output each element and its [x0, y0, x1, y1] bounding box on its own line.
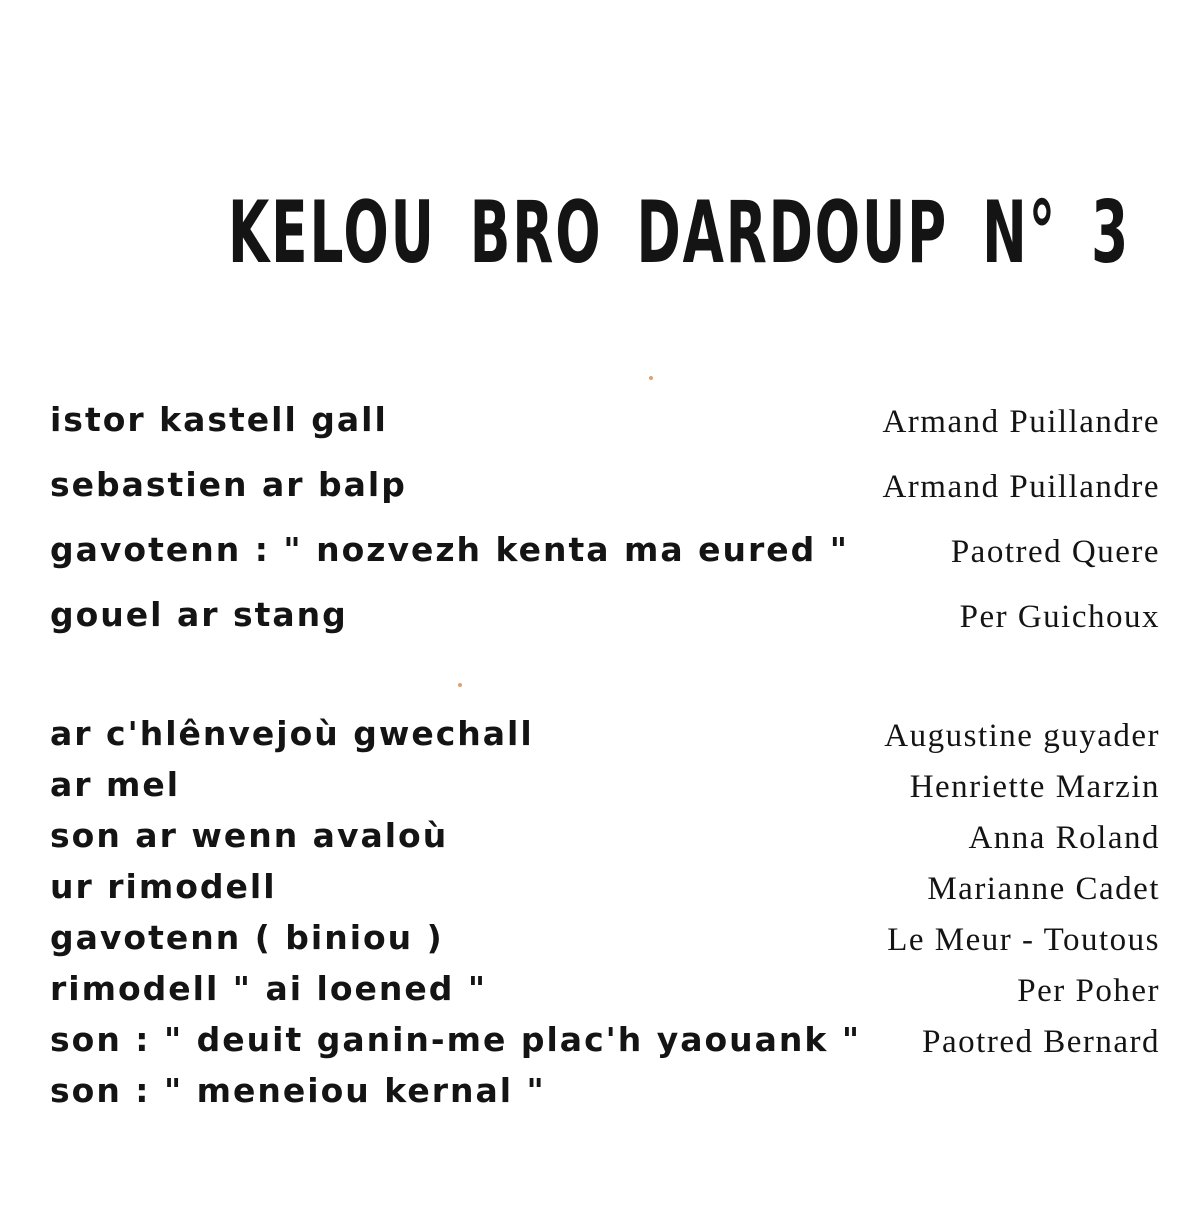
paper-speck: [649, 376, 653, 380]
track-row: [50, 463, 1160, 528]
tracklist-side-a: [50, 398, 1160, 658]
track-artist: Marianne Cadet: [927, 871, 1160, 907]
track-title: gouel ar stang: [50, 595, 348, 634]
track-title: son : " meneiou kernal ": [50, 1071, 546, 1110]
track-row: [50, 967, 1160, 1018]
track-artist: Per Poher: [1017, 973, 1160, 1009]
track-artist: Armand Puillandre: [882, 469, 1160, 505]
track-row: [50, 1069, 1160, 1120]
track-artist: Le Meur - Toutous: [887, 922, 1160, 958]
track-title: son : " deuit ganin-me plac'h yaouank ": [50, 1020, 862, 1059]
track-row: [50, 1018, 1160, 1069]
track-row: [50, 814, 1160, 865]
track-title: son ar wenn avaloù: [50, 816, 449, 855]
track-row: [50, 712, 1160, 763]
track-title: gavotenn : " nozvezh kenta ma eured ": [50, 530, 849, 569]
track-title: sebastien ar balp: [50, 465, 407, 504]
track-artist: Paotred Quere: [950, 534, 1160, 570]
track-title: rimodell " ai loened ": [50, 969, 488, 1008]
track-row: [50, 528, 1160, 593]
track-row: [50, 763, 1160, 814]
track-title: ur rimodell: [50, 867, 277, 906]
track-row: [50, 398, 1160, 463]
track-artist: Anna Roland: [968, 820, 1160, 856]
track-title: ar mel: [50, 765, 181, 804]
paper-speck: [458, 683, 462, 687]
track-row: [50, 916, 1160, 967]
track-artist: Henriette Marzin: [909, 769, 1160, 805]
track-title: gavotenn ( biniou ): [50, 918, 444, 957]
track-title: ar c'hlênvejoù gwechall: [50, 714, 534, 753]
track-artist: Per Guichoux: [959, 599, 1160, 635]
page-title: KELOU BRO DARDOUP N° 3: [228, 183, 1131, 283]
track-artist: Paotred Bernard: [922, 1024, 1160, 1060]
track-artist: Armand Puillandre: [882, 404, 1160, 440]
track-row: [50, 865, 1160, 916]
tracklist-side-b: [50, 712, 1160, 1120]
track-title: istor kastell gall: [50, 400, 388, 439]
track-artist: Augustine guyader: [884, 718, 1160, 754]
track-row: [50, 593, 1160, 658]
